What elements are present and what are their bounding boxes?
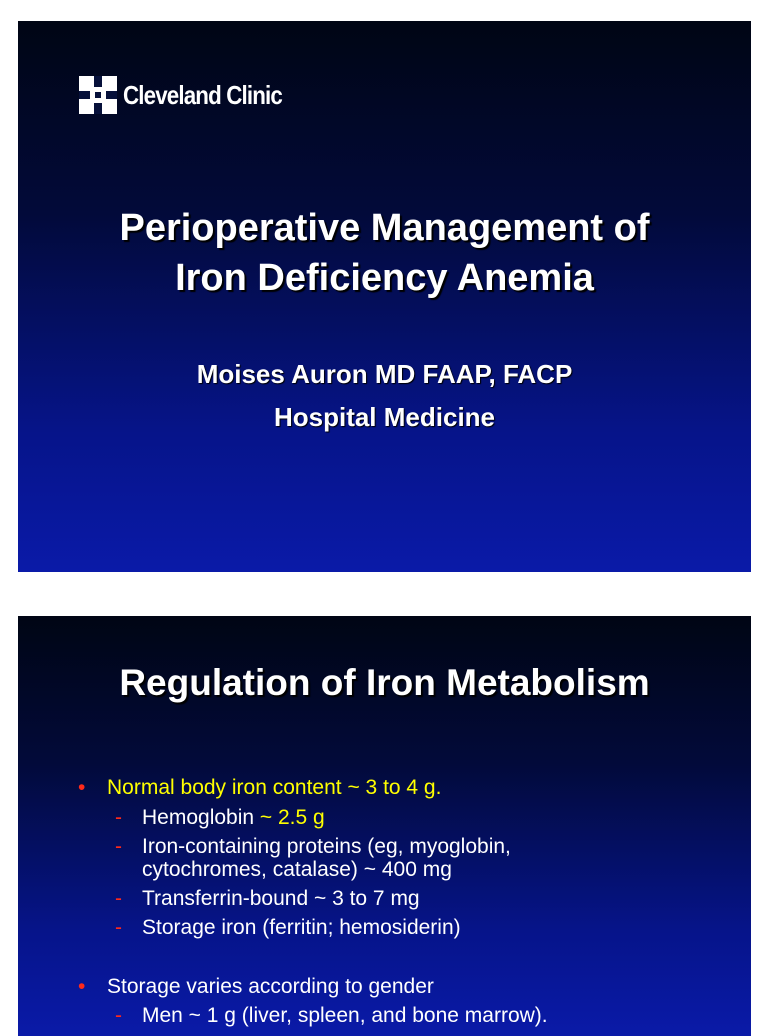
presentation-title [18,203,751,303]
content-slide [18,616,751,1036]
sub-bullet-transferrin: Transferrin-bound ~ 3 to 7 mg [142,887,420,910]
bullet-1-text: Normal body iron content ~ 3 to 4 g. [107,776,442,799]
dash-marker: - [115,1004,122,1027]
sub-bullet-hemoglobin-value: ~ 2.5 g [259,806,325,829]
sub-bullet-proteins-line2: cytochromes, catalase) ~ 400 mg [142,858,452,881]
dash-marker: - [115,835,122,858]
dash-marker: - [115,806,122,829]
dash-marker: - [115,887,122,910]
sub-bullet-proteins-line1: Iron-containing proteins (eg, myoglobin, [142,835,511,858]
dash-marker: - [115,916,122,939]
title-slide [18,21,751,572]
sub-bullet-men: Men ~ 1 g (liver, spleen, and bone marrow). [142,1004,548,1027]
author-name: Moises Auron MD FAAP, FACP [196,359,573,389]
title-line-2: Iron Deficiency Anemia [175,257,594,299]
department-name: Hospital Medicine [273,402,496,432]
bullet-2-text: Storage varies according to gender [107,975,434,998]
slide-title: Regulation of Iron Metabolism [119,662,650,703]
cleveland-clinic-cross-logo-icon [79,76,117,114]
bullet-marker: • [78,975,86,998]
sub-bullet-hemoglobin-label: Hemoglobin [142,806,260,829]
logo-text: Cleveland Clinic [123,79,282,110]
author-block [18,353,751,439]
sub-bullet-hemoglobin [142,806,325,829]
title-line-1: Perioperative Management of [119,207,650,249]
bullet-marker: • [78,776,86,799]
bullet-list [18,616,751,1036]
sub-bullet-storage-iron: Storage iron (ferritin; hemosiderin) [142,916,461,939]
cleveland-clinic-logo [79,76,308,114]
